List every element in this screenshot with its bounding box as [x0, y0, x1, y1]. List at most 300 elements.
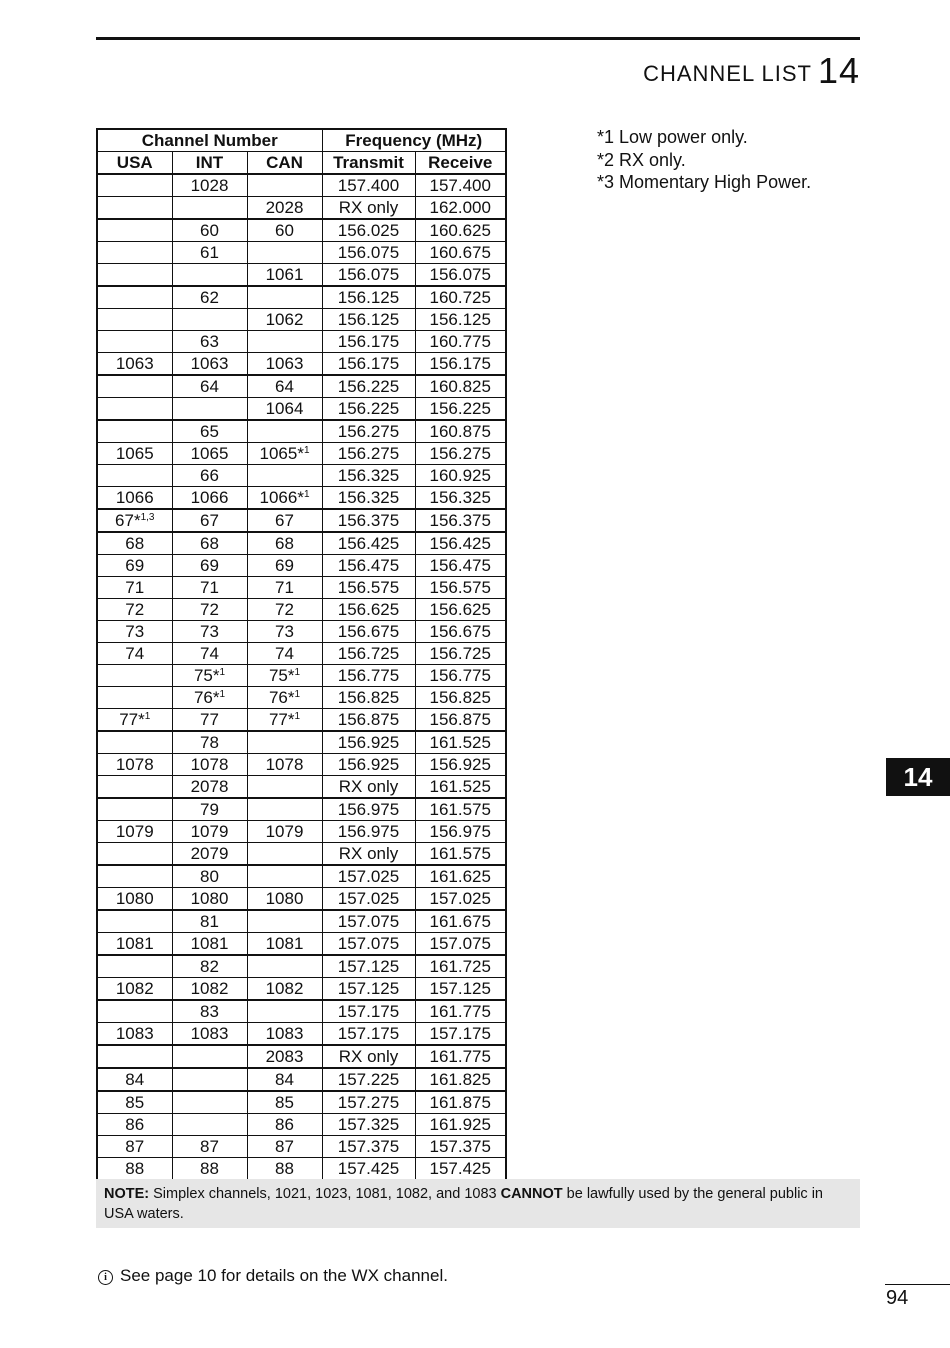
transmit-cell-value: 157.025	[337, 867, 400, 886]
can-cell-value: 1061	[265, 265, 304, 284]
can-cell	[247, 1114, 322, 1136]
can-cell-value: 1079	[265, 822, 304, 841]
usa-cell-value: 1065	[115, 444, 154, 463]
int-cell-value: 72	[200, 600, 219, 619]
int-cell-value: 76*	[193, 688, 220, 707]
int-column-header: INT	[172, 152, 247, 175]
usa-cell	[97, 865, 172, 888]
transmit-cell	[322, 577, 415, 599]
can-cell	[247, 1091, 322, 1114]
int-cell	[172, 821, 247, 843]
note-text-after: be lawfully used by the general public in USA waters.	[104, 1186, 823, 1222]
int-cell	[172, 509, 247, 532]
can-cell-value: 2028	[265, 198, 304, 217]
transmit-cell-value: 156.775	[337, 666, 400, 685]
transmit-column-header: Transmit	[322, 152, 415, 175]
usa-cell	[97, 174, 172, 197]
usa-cell-value: 87	[125, 1137, 145, 1156]
receive-cell-value: 161.775	[429, 1002, 491, 1021]
receive-cell-value: 162.000	[429, 198, 491, 217]
chapter-side-tab[interactable]: 14	[886, 758, 950, 796]
usa-cell	[97, 197, 172, 220]
can-cell	[247, 197, 322, 220]
table-row	[97, 1023, 506, 1046]
transmit-cell-value: 156.175	[337, 332, 400, 351]
table-row	[97, 286, 506, 309]
int-cell	[172, 242, 247, 264]
chapter-title	[643, 50, 860, 92]
can-cell	[247, 843, 322, 866]
usa-cell-value: 73	[125, 622, 145, 641]
can-cell	[247, 353, 322, 376]
footnote-3: *3 Momentary High Power.	[597, 172, 812, 192]
receive-cell-value: 161.675	[429, 912, 491, 931]
usa-cell-value: 86	[125, 1115, 145, 1134]
usa-cell	[97, 286, 172, 309]
transmit-cell	[322, 465, 415, 487]
table-row	[97, 532, 506, 555]
receive-cell	[415, 955, 506, 978]
transmit-cell	[322, 1158, 415, 1181]
receive-cell-value: 157.075	[429, 934, 491, 953]
int-cell	[172, 1023, 247, 1046]
transmit-cell-value: RX only	[338, 844, 399, 863]
usa-cell-value: 1079	[115, 822, 154, 841]
table-row	[97, 1091, 506, 1114]
transmit-cell	[322, 888, 415, 911]
int-cell	[172, 798, 247, 821]
receive-cell-value: 156.125	[429, 310, 491, 329]
receive-cell-value: 160.925	[429, 466, 491, 485]
transmit-cell-value: 156.225	[337, 377, 400, 396]
can-cell	[247, 1068, 322, 1091]
table-row	[97, 687, 506, 709]
usa-cell	[97, 509, 172, 532]
note-label: NOTE:	[104, 1186, 150, 1202]
usa-cell-value: 1081	[115, 934, 154, 953]
receive-cell-value: 156.575	[429, 578, 491, 597]
usa-cell	[97, 621, 172, 643]
int-cell	[172, 465, 247, 487]
transmit-cell	[322, 174, 415, 197]
can-cell-value: 86	[275, 1115, 294, 1134]
usa-cell	[97, 821, 172, 843]
table-row	[97, 555, 506, 577]
can-cell	[247, 375, 322, 398]
page-number: 94	[886, 1287, 909, 1309]
channel-number-header: Channel Number	[97, 129, 322, 152]
int-cell	[172, 309, 247, 331]
transmit-cell-value: 156.575	[337, 578, 400, 597]
can-cell	[247, 1045, 322, 1068]
frequency-header: Frequency (MHz)	[322, 129, 506, 152]
table-row	[97, 353, 506, 376]
table-row	[97, 465, 506, 487]
usa-cell	[97, 709, 172, 732]
transmit-cell	[322, 599, 415, 621]
transmit-cell-value: 156.825	[337, 688, 400, 707]
can-cell	[247, 665, 322, 687]
usa-cell-value: 1066	[115, 488, 154, 507]
receive-cell	[415, 798, 506, 821]
int-cell-value: 1080	[190, 889, 229, 908]
table-row	[97, 242, 506, 264]
transmit-cell	[322, 621, 415, 643]
usa-cell	[97, 955, 172, 978]
int-cell-value: 60	[200, 221, 219, 240]
usa-cell	[97, 420, 172, 443]
can-cell	[247, 865, 322, 888]
table-row	[97, 1000, 506, 1023]
int-cell-value: 1083	[190, 1024, 229, 1043]
usa-cell	[97, 687, 172, 709]
int-cell-value: 67	[200, 511, 219, 530]
int-cell-value: 1065	[190, 444, 229, 463]
int-cell	[172, 865, 247, 888]
receive-cell	[415, 509, 506, 532]
receive-cell	[415, 1114, 506, 1136]
receive-cell	[415, 286, 506, 309]
can-cell-value: 64	[275, 377, 294, 396]
usa-cell	[97, 731, 172, 754]
usa-cell	[97, 487, 172, 510]
int-cell	[172, 955, 247, 978]
int-cell-value: 64	[200, 377, 219, 396]
table-row	[97, 1045, 506, 1068]
info-text: See page 10 for details on the WX channel.	[120, 1266, 448, 1285]
usa-cell-value: 1063	[115, 354, 154, 373]
usa-cell	[97, 1136, 172, 1158]
receive-cell	[415, 555, 506, 577]
int-cell-value: 78	[200, 733, 219, 752]
receive-cell	[415, 665, 506, 687]
receive-cell-value: 160.775	[429, 332, 491, 351]
usa-cell	[97, 978, 172, 1001]
int-cell	[172, 754, 247, 776]
table-row	[97, 398, 506, 421]
transmit-cell	[322, 776, 415, 799]
table-row	[97, 599, 506, 621]
int-cell	[172, 1068, 247, 1091]
int-cell-value: 75*	[193, 666, 220, 685]
footnote-ref: 1	[144, 711, 151, 722]
can-cell	[247, 309, 322, 331]
transmit-cell-value: 157.325	[337, 1115, 400, 1134]
int-cell-value: 62	[200, 288, 219, 307]
table-row	[97, 219, 506, 242]
can-cell	[247, 555, 322, 577]
table-row	[97, 621, 506, 643]
can-cell-value: 72	[275, 600, 294, 619]
receive-cell-value: 156.375	[429, 511, 491, 530]
can-cell	[247, 420, 322, 443]
table-body	[97, 174, 506, 1180]
usa-cell	[97, 375, 172, 398]
int-cell	[172, 264, 247, 287]
can-cell-value: 74	[275, 644, 294, 663]
transmit-cell-value: 156.875	[337, 710, 400, 729]
footnote-1: *1 Low power only.	[597, 127, 748, 147]
can-cell-value: 1063	[265, 354, 304, 373]
receive-cell-value: 160.825	[429, 377, 491, 396]
usa-cell	[97, 555, 172, 577]
transmit-cell-value: 157.175	[337, 1002, 400, 1021]
transmit-cell	[322, 798, 415, 821]
int-cell-value: 68	[200, 534, 219, 553]
transmit-cell-value: 156.425	[337, 534, 400, 553]
int-cell-value: 2078	[190, 777, 229, 796]
usa-cell-value: 68	[125, 534, 145, 553]
receive-cell-value: 157.125	[429, 979, 491, 998]
usa-cell	[97, 443, 172, 465]
transmit-cell	[322, 843, 415, 866]
int-cell-value: 65	[200, 422, 219, 441]
transmit-cell	[322, 643, 415, 665]
receive-cell-value: 161.575	[429, 800, 491, 819]
footnote-ref: 1,3	[140, 512, 155, 523]
transmit-cell-value: 157.125	[337, 979, 400, 998]
receive-cell	[415, 420, 506, 443]
int-cell-value: 1082	[190, 979, 229, 998]
usa-cell	[97, 465, 172, 487]
can-cell-value: 68	[275, 534, 294, 553]
transmit-cell	[322, 375, 415, 398]
receive-column-header: Receive	[415, 152, 506, 175]
int-cell	[172, 978, 247, 1001]
receive-cell-value: 156.675	[429, 622, 491, 641]
transmit-cell-value: 157.075	[337, 934, 400, 953]
transmit-cell	[322, 331, 415, 353]
transmit-cell-value: 157.425	[337, 1159, 400, 1178]
receive-cell-value: 156.875	[429, 710, 491, 729]
transmit-cell	[322, 709, 415, 732]
transmit-cell-value: 156.175	[337, 354, 400, 373]
transmit-cell	[322, 910, 415, 933]
int-cell-value: 82	[200, 957, 219, 976]
receive-cell	[415, 621, 506, 643]
usa-cell	[97, 643, 172, 665]
can-cell	[247, 910, 322, 933]
receive-cell	[415, 353, 506, 376]
usa-cell	[97, 599, 172, 621]
can-cell-value: 1083	[265, 1024, 304, 1043]
receive-cell-value: 156.275	[429, 444, 491, 463]
int-cell	[172, 910, 247, 933]
receive-cell	[415, 264, 506, 287]
int-cell	[172, 933, 247, 956]
int-cell	[172, 487, 247, 510]
int-cell-value: 1066	[190, 488, 229, 507]
can-cell	[247, 532, 322, 555]
transmit-cell	[322, 286, 415, 309]
usa-cell	[97, 843, 172, 866]
transmit-cell	[322, 242, 415, 264]
receive-cell-value: 160.725	[429, 288, 491, 307]
int-cell-value: 63	[200, 332, 219, 351]
receive-cell-value: 161.825	[429, 1070, 491, 1089]
int-cell	[172, 709, 247, 732]
can-cell-value: 67	[275, 511, 294, 530]
table-row	[97, 865, 506, 888]
can-cell	[247, 331, 322, 353]
table-row	[97, 375, 506, 398]
table-row	[97, 910, 506, 933]
transmit-cell	[322, 1023, 415, 1046]
transmit-cell	[322, 532, 415, 555]
transmit-cell	[322, 1136, 415, 1158]
table-row	[97, 1114, 506, 1136]
usa-cell	[97, 1158, 172, 1181]
table-row	[97, 754, 506, 776]
can-cell	[247, 398, 322, 421]
receive-cell	[415, 242, 506, 264]
receive-cell	[415, 1045, 506, 1068]
receive-cell	[415, 487, 506, 510]
int-cell	[172, 174, 247, 197]
int-cell-value: 1063	[190, 354, 229, 373]
channel-list-table	[96, 128, 507, 1181]
receive-cell	[415, 978, 506, 1001]
usa-cell-value: 1078	[115, 755, 154, 774]
can-cell	[247, 821, 322, 843]
can-cell-value: 71	[275, 578, 294, 597]
can-cell	[247, 709, 322, 732]
usa-cell	[97, 242, 172, 264]
table-row	[97, 643, 506, 665]
int-cell-value: 69	[200, 556, 219, 575]
transmit-cell	[322, 487, 415, 510]
int-cell-value: 77	[200, 710, 219, 729]
receive-cell-value: 160.625	[429, 221, 491, 240]
table-row	[97, 443, 506, 465]
receive-cell-value: 161.775	[429, 1047, 491, 1066]
receive-cell	[415, 1091, 506, 1114]
can-cell-value: 2083	[265, 1047, 304, 1066]
receive-cell-value: 156.425	[429, 534, 491, 553]
footnote-ref: 1	[303, 489, 310, 500]
int-cell-value: 81	[200, 912, 219, 931]
can-cell	[247, 219, 322, 242]
int-cell-value: 79	[200, 800, 219, 819]
receive-cell	[415, 1158, 506, 1181]
transmit-cell	[322, 978, 415, 1001]
receive-cell	[415, 888, 506, 911]
can-cell-value: 77*	[268, 710, 295, 729]
table-row	[97, 577, 506, 599]
can-cell	[247, 599, 322, 621]
int-cell	[172, 555, 247, 577]
receive-cell-value: 156.625	[429, 600, 491, 619]
receive-cell-value: 156.975	[429, 822, 491, 841]
can-cell	[247, 1158, 322, 1181]
int-cell	[172, 776, 247, 799]
int-cell-value: 61	[200, 243, 219, 262]
transmit-cell-value: 157.275	[337, 1093, 400, 1112]
can-cell-value: 69	[275, 556, 294, 575]
transmit-cell-value: 156.975	[337, 800, 400, 819]
usa-cell	[97, 1114, 172, 1136]
receive-cell	[415, 219, 506, 242]
transmit-cell	[322, 687, 415, 709]
transmit-cell-value: 157.375	[337, 1137, 400, 1156]
chapter-title-text: CHANNEL LIST	[643, 61, 812, 86]
can-cell-value: 1082	[265, 979, 304, 998]
transmit-cell-value: 156.375	[337, 511, 400, 530]
usa-cell-value: 1082	[115, 979, 154, 998]
int-cell	[172, 398, 247, 421]
can-cell-value: 76*	[268, 688, 295, 707]
usa-cell	[97, 264, 172, 287]
usa-cell	[97, 665, 172, 687]
int-cell-value: 73	[200, 622, 219, 641]
footnote-ref: 1	[303, 445, 310, 456]
can-cell-value: 1066*	[259, 488, 304, 507]
can-cell	[247, 264, 322, 287]
int-cell-value: 1081	[190, 934, 229, 953]
transmit-cell	[322, 1068, 415, 1091]
int-cell-value: 1079	[190, 822, 229, 841]
receive-cell-value: 156.175	[429, 354, 491, 373]
transmit-cell	[322, 443, 415, 465]
can-cell	[247, 955, 322, 978]
receive-cell-value: 156.725	[429, 644, 491, 663]
transmit-cell	[322, 398, 415, 421]
table-row	[97, 978, 506, 1001]
note-emphasis: CANNOT	[500, 1186, 563, 1202]
transmit-cell-value: 156.275	[337, 444, 400, 463]
int-cell	[172, 375, 247, 398]
can-cell-value: 1078	[265, 755, 304, 774]
int-cell-value: 1028	[190, 176, 229, 195]
receive-cell-value: 157.375	[429, 1137, 491, 1156]
table-row	[97, 843, 506, 866]
can-cell-value: 1064	[265, 399, 304, 418]
table-row	[97, 264, 506, 287]
footnote-ref: 1	[294, 689, 301, 700]
receive-cell	[415, 709, 506, 732]
can-cell	[247, 577, 322, 599]
can-cell	[247, 978, 322, 1001]
transmit-cell	[322, 219, 415, 242]
usa-cell	[97, 309, 172, 331]
can-cell-value: 1081	[265, 934, 304, 953]
usa-cell	[97, 1000, 172, 1023]
table-row	[97, 821, 506, 843]
transmit-cell-value: 156.075	[337, 243, 400, 262]
usa-cell-value: 1083	[115, 1024, 154, 1043]
can-cell	[247, 888, 322, 911]
int-cell-value: 71	[200, 578, 219, 597]
info-circle-icon: i	[98, 1270, 113, 1285]
table-row	[97, 665, 506, 687]
footnote-ref: 1	[219, 667, 226, 678]
transmit-cell-value: 157.075	[337, 912, 400, 931]
int-cell	[172, 219, 247, 242]
transmit-cell-value: 157.125	[337, 957, 400, 976]
receive-cell	[415, 465, 506, 487]
receive-cell	[415, 599, 506, 621]
transmit-cell-value: 156.625	[337, 600, 400, 619]
transmit-cell	[322, 555, 415, 577]
int-cell-value: 1078	[190, 755, 229, 774]
transmit-cell-value: 157.225	[337, 1070, 400, 1089]
receive-cell-value: 161.925	[429, 1115, 491, 1134]
receive-cell-value: 160.675	[429, 243, 491, 262]
table-row	[97, 309, 506, 331]
table-row	[97, 776, 506, 799]
transmit-cell	[322, 309, 415, 331]
usa-cell	[97, 933, 172, 956]
